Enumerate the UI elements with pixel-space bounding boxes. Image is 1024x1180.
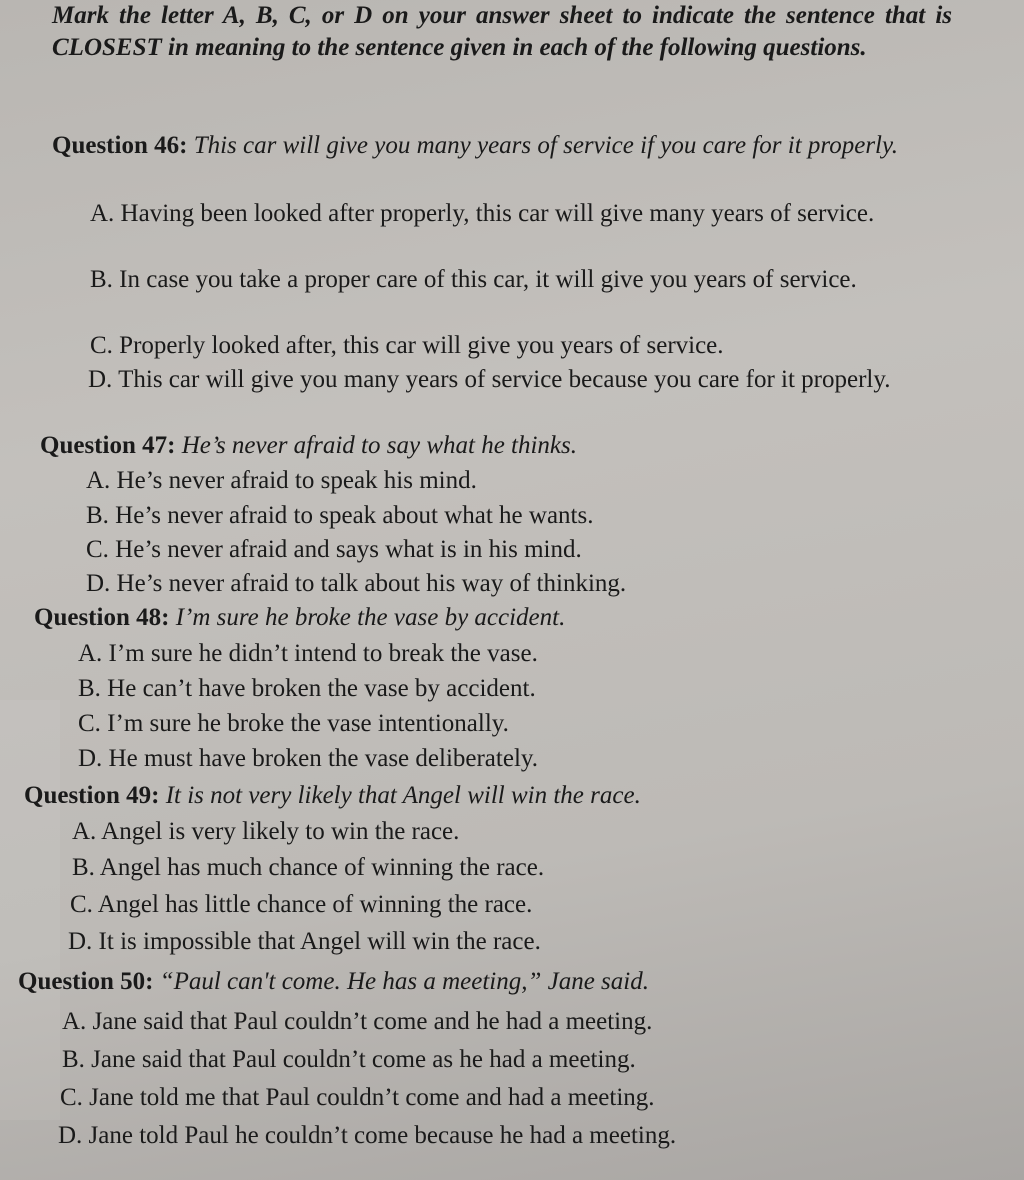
question-50-option-b[interactable]: B. Jane said that Paul couldn’t come as he had a meeting.: [62, 1046, 636, 1073]
question-47-option-c[interactable]: C. He’s never afraid and says what is in his mind.: [86, 536, 582, 563]
question-48-option-b[interactable]: B. He can’t have broken the vase by accident.: [78, 675, 536, 702]
question-46-option-c[interactable]: C. Properly looked after, this car will give you years of service.: [90, 332, 724, 359]
question-47-option-b[interactable]: B. He’s never afraid to speak about what he wants.: [86, 502, 594, 529]
question-48-text: I’m sure he broke the vase by accident.: [175, 604, 566, 631]
question-50-option-d[interactable]: D. Jane told Paul he couldn’t come because he had a meeting.: [58, 1122, 677, 1149]
question-46-text: This car will give you many years of service if you care for it properly.: [193, 132, 898, 159]
question-50-label: Question 50:: [18, 968, 154, 995]
question-47-text: He’s never afraid to say what he thinks.: [181, 432, 578, 459]
question-50-option-c[interactable]: C. Jane told me that Paul couldn’t come and had a meeting.: [60, 1084, 655, 1111]
question-46-option-d[interactable]: D. This car will give you many years of service because you care for it properly.: [88, 366, 891, 393]
question-50: [18, 966, 649, 998]
question-48-option-c[interactable]: C. I’m sure he broke the vase intentionally.: [78, 710, 509, 737]
question-49-option-d[interactable]: D. It is impossible that Angel will win the race.: [68, 928, 541, 955]
question-47-label: Question 47:: [40, 432, 176, 459]
question-49: [24, 780, 641, 812]
question-48-option-a[interactable]: A. I’m sure he didn’t intend to break the vase.: [78, 640, 538, 667]
question-47-option-a[interactable]: A. He’s never afraid to speak his mind.: [86, 467, 477, 494]
question-47-option-d[interactable]: D. He’s never afraid to talk about his way of thinking.: [86, 570, 627, 597]
question-49-option-c[interactable]: C. Angel has little chance of winning the race.: [70, 891, 533, 918]
question-49-option-a[interactable]: A. Angel is very likely to win the race.: [72, 818, 460, 845]
question-46-option-a[interactable]: A. Having been looked after properly, this car will give many years of service.: [90, 200, 875, 227]
question-49-label: Question 49:: [24, 782, 160, 809]
question-46-label: Question 46:: [52, 132, 188, 159]
question-50-option-a[interactable]: A. Jane said that Paul couldn’t come and he had a meeting.: [62, 1008, 653, 1035]
question-49-text: It is not very likely that Angel will win the race.: [165, 782, 641, 809]
paper-shadow: [0, 700, 60, 1120]
question-50-text: “Paul can't come. He has a meeting,” Jane said.: [159, 968, 649, 995]
question-49-option-b[interactable]: B. Angel has much chance of winning the race.: [72, 854, 545, 881]
question-46: [52, 130, 992, 162]
question-46-option-b[interactable]: B. In case you take a proper care of this car, it will give you years of service.: [90, 266, 857, 293]
question-48-label: Question 48:: [34, 604, 170, 631]
question-48: [34, 602, 565, 634]
instructions: Mark the letter A, B, C, or D on your answer sheet to indicate the sentence that is CLOSEST in meaning to the sentence given in each of the following questions.: [52, 2, 952, 61]
question-47: [40, 430, 577, 462]
question-48-option-d[interactable]: D. He must have broken the vase deliberately.: [78, 745, 539, 772]
